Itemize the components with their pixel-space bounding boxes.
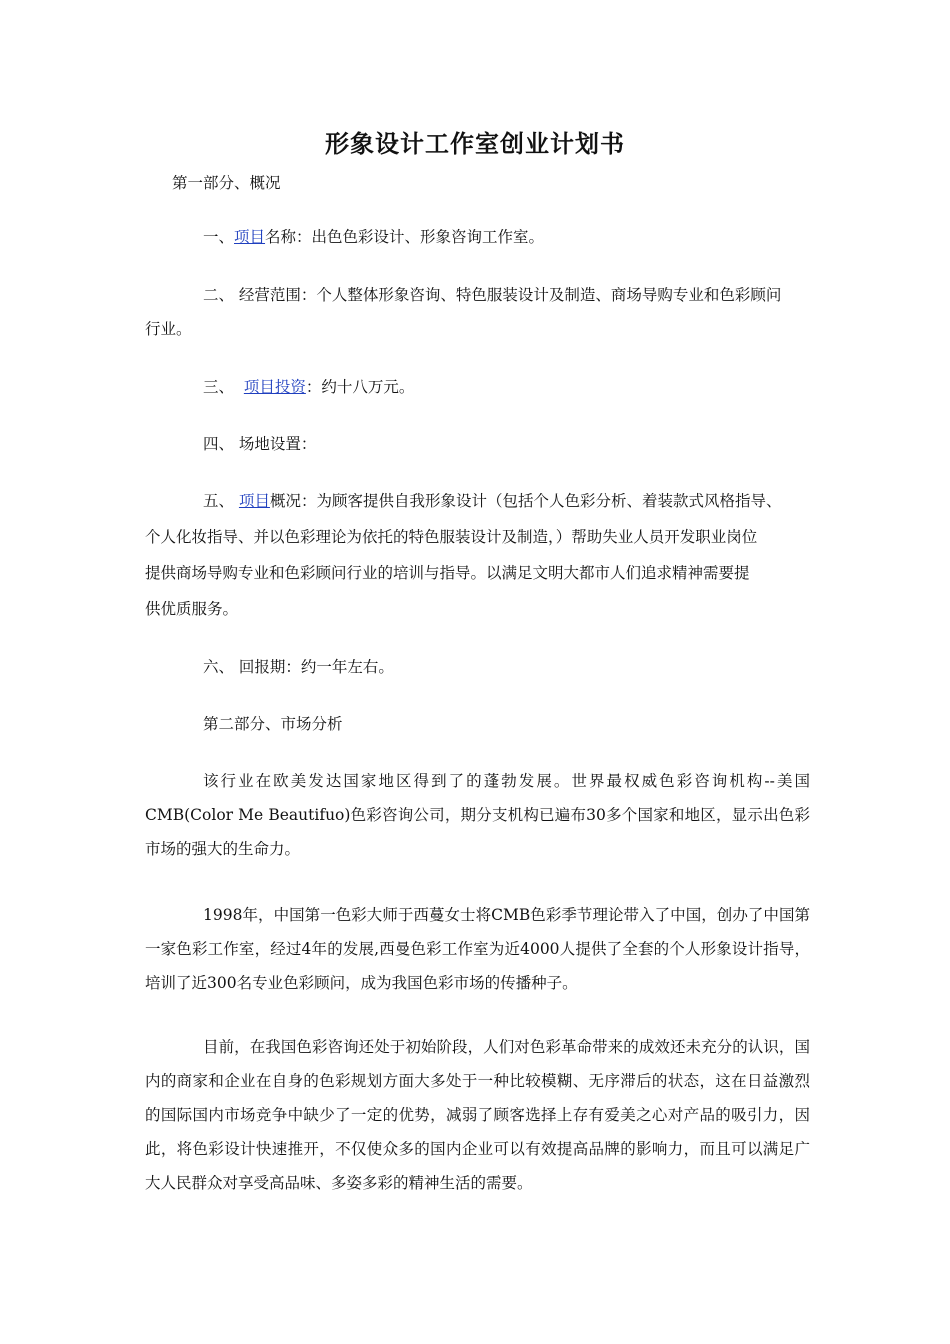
item-3-prefix: 三、 <box>203 378 244 396</box>
item-5-text: 概况：为顾客提供自我形象设计（包括个人色彩分析、着装款式风格指导、 <box>269 492 782 510</box>
project-investment-link[interactable]: 项目投资 <box>243 378 306 396</box>
item-5 <box>203 484 781 518</box>
part1-heading: 第一部分、概况 <box>172 174 281 192</box>
item-1-prefix: 一、 <box>203 228 235 246</box>
item-2: 二、 经营范围：个人整体形象咨询、特色服装设计及制造、商场导购专业和色彩顾问 <box>203 286 782 304</box>
item-1-text: 名称：出色色彩设计、形象咨询工作室。 <box>265 228 545 246</box>
item-4: 四、 场地设置： <box>203 435 317 453</box>
item-2-continuation: 行业。 <box>145 320 192 338</box>
item-5-line-4: 供优质服务。 <box>145 600 239 618</box>
document-title: 形象设计工作室创业计划书 <box>325 129 625 158</box>
item-5-line-2: 个人化妆指导、并以色彩理论为依托的特色服装设计及制造，）帮助失业人员开发职业岗位 <box>145 528 758 546</box>
item-5-prefix: 五、 <box>203 492 239 510</box>
item-3-text: ：约十八万元。 <box>305 378 415 396</box>
project-link-1[interactable]: 项目 <box>234 228 266 246</box>
item-6: 六、 回报期：约一年左右。 <box>203 658 394 676</box>
item-5-line-3: 提供商场导购专业和色彩顾问行业的培训与指导。以满足文明大都市人们追求精神需要提 <box>145 564 750 582</box>
market-paragraph-2: 1998年，中国第一色彩大师于西蔓女士将CMB色彩季节理论带入了中国，创办了中国第一家色彩工作室，经过4年的发展,西曼色彩工作室为近4000人提供了全套的个人形象设计指导，培训了近300名专业色彩顾问，成为我国色彩市场的传播种子。 <box>145 906 810 992</box>
project-link-2[interactable]: 项目 <box>238 492 270 510</box>
part2-heading: 第二部分、市场分析 <box>203 715 343 733</box>
market-paragraph-1: 该行业在欧美发达国家地区得到了的蓬勃发展。世界最权威色彩咨询机构--美国CMB(Color Me Beautifuo)色彩咨询公司，期分支机构已遍布30多个国家和地区，显示出色彩市场的强大的生命力。 <box>145 772 810 858</box>
item-1 <box>203 220 544 254</box>
market-paragraph-3: 目前，在我国色彩咨询还处于初始阶段，人们对色彩革命带来的成效还未充分的认识，国内的商家和企业在自身的色彩规划方面大多处于一种比较模糊、无序滞后的状态，这在日益激烈的国际国内市场竞争中缺少了一定的优势，减弱了顾客选择上存有爱美之心对产品的吸引力，因此，将色彩设计快速推开，不仅使众多的国内企业可以有效提高品牌的影响力，而且可以满足广大人民群众对享受高品味、多姿多彩的精神生活的需要。 <box>145 1038 810 1192</box>
item-3 <box>203 370 414 404</box>
